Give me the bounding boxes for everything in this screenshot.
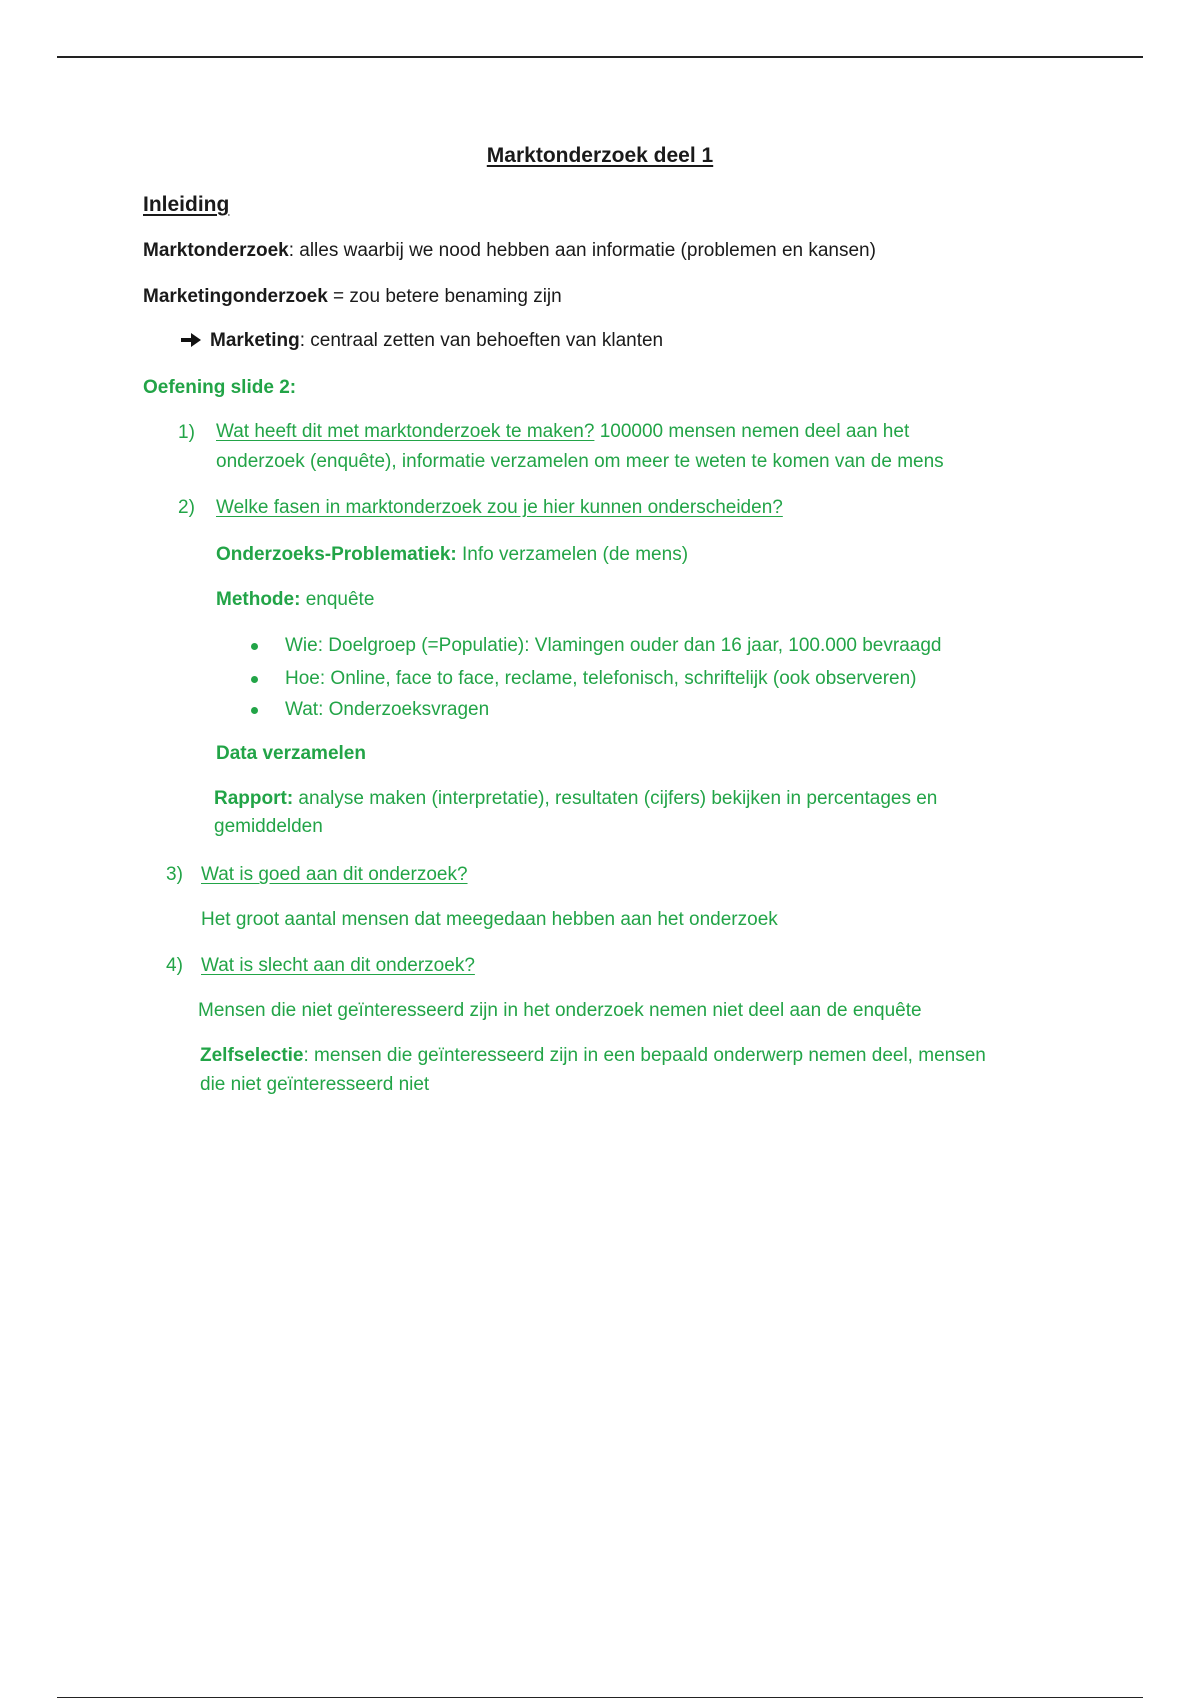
page-title: Marktonderzoek deel 1 xyxy=(486,144,714,167)
exercise-heading: Oefening slide 2: xyxy=(143,377,297,398)
q2-question: Welke fasen in marktonderzoek zou je hier kunnen onderscheiden? xyxy=(216,497,783,518)
q1-answer-line2: onderzoek (enquête), informatie verzamelen om meer te weten te komen van de mens xyxy=(216,451,944,472)
definition-text: : centraal zetten van behoeften van klanten xyxy=(299,330,664,351)
selfselection-text-line2: die niet geïnteresseerd niet xyxy=(200,1074,430,1095)
definition-marketingonderzoek xyxy=(143,286,562,308)
q1-answer-line1: 100000 mensen nemen deel aan het xyxy=(594,421,910,442)
definition-text: : alles waarbij we nood hebben aan informatie (problemen en kansen) xyxy=(288,240,876,261)
q3-answer: Het groot aantal mensen dat meegedaan hebben aan het onderzoek xyxy=(201,909,778,930)
q2-number: 2) xyxy=(178,497,195,518)
bullet-dot xyxy=(251,707,258,714)
report-text-line1: analyse maken (interpretatie), resultaten (cijfers) bekijken in percentages en xyxy=(293,788,938,809)
definition-marketing xyxy=(180,330,663,352)
q4-selfselection xyxy=(200,1041,986,1099)
q4-answer: Mensen die niet geïnteresseerd zijn in het onderzoek nemen niet deel aan de enquête xyxy=(198,1000,922,1021)
definition-marktonderzoek xyxy=(143,240,876,262)
section-heading-intro: Inleiding xyxy=(143,193,230,216)
q1-block xyxy=(216,417,944,477)
q3-question: Wat is goed aan dit onderzoek? xyxy=(201,864,468,885)
q3-number: 3) xyxy=(166,864,183,885)
problem-label: Onderzoeks-Problematiek: xyxy=(216,544,457,565)
definition-text: = zou betere benaming zijn xyxy=(327,286,562,307)
report-text-line2: gemiddelden xyxy=(214,816,323,837)
q2-data-collection: Data verzamelen xyxy=(216,743,366,764)
method-text: enquête xyxy=(300,589,375,610)
bullet-dot xyxy=(251,676,258,683)
q1-question: Wat heeft dit met marktonderzoek te maken? xyxy=(216,421,595,442)
q2-problem xyxy=(216,544,688,566)
problem-text: Info verzamelen (de mens) xyxy=(456,544,689,565)
q2-report xyxy=(214,785,937,841)
q4-number: 4) xyxy=(166,955,183,976)
q1-number: 1) xyxy=(178,422,195,443)
report-label: Rapport: xyxy=(214,788,294,809)
arrow-right-icon xyxy=(180,331,202,349)
selfselection-text-line1: : mensen die geïnteresseerd zijn in een bepaald onderwerp nemen deel, mensen xyxy=(303,1045,986,1066)
list-item: Wie: Doelgroep (=Populatie): Vlamingen ouder dan 16 jaar, 100.000 bevraagd xyxy=(285,635,942,656)
list-item: Wat: Onderzoeksvragen xyxy=(285,699,490,720)
method-label: Methode: xyxy=(216,589,301,610)
term: Marketing xyxy=(210,330,300,351)
list-item: Hoe: Online, face to face, reclame, telefonisch, schriftelijk (ook observeren) xyxy=(285,668,917,689)
q4-question: Wat is slecht aan dit onderzoek? xyxy=(201,955,475,976)
top-rule xyxy=(57,56,1143,58)
term: Marketingonderzoek xyxy=(143,286,328,307)
term: Marktonderzoek xyxy=(143,240,289,261)
bullet-dot xyxy=(251,643,258,650)
bottom-rule xyxy=(57,1697,1143,1698)
q2-method xyxy=(216,589,374,611)
selfselection-label: Zelfselectie xyxy=(200,1045,304,1066)
